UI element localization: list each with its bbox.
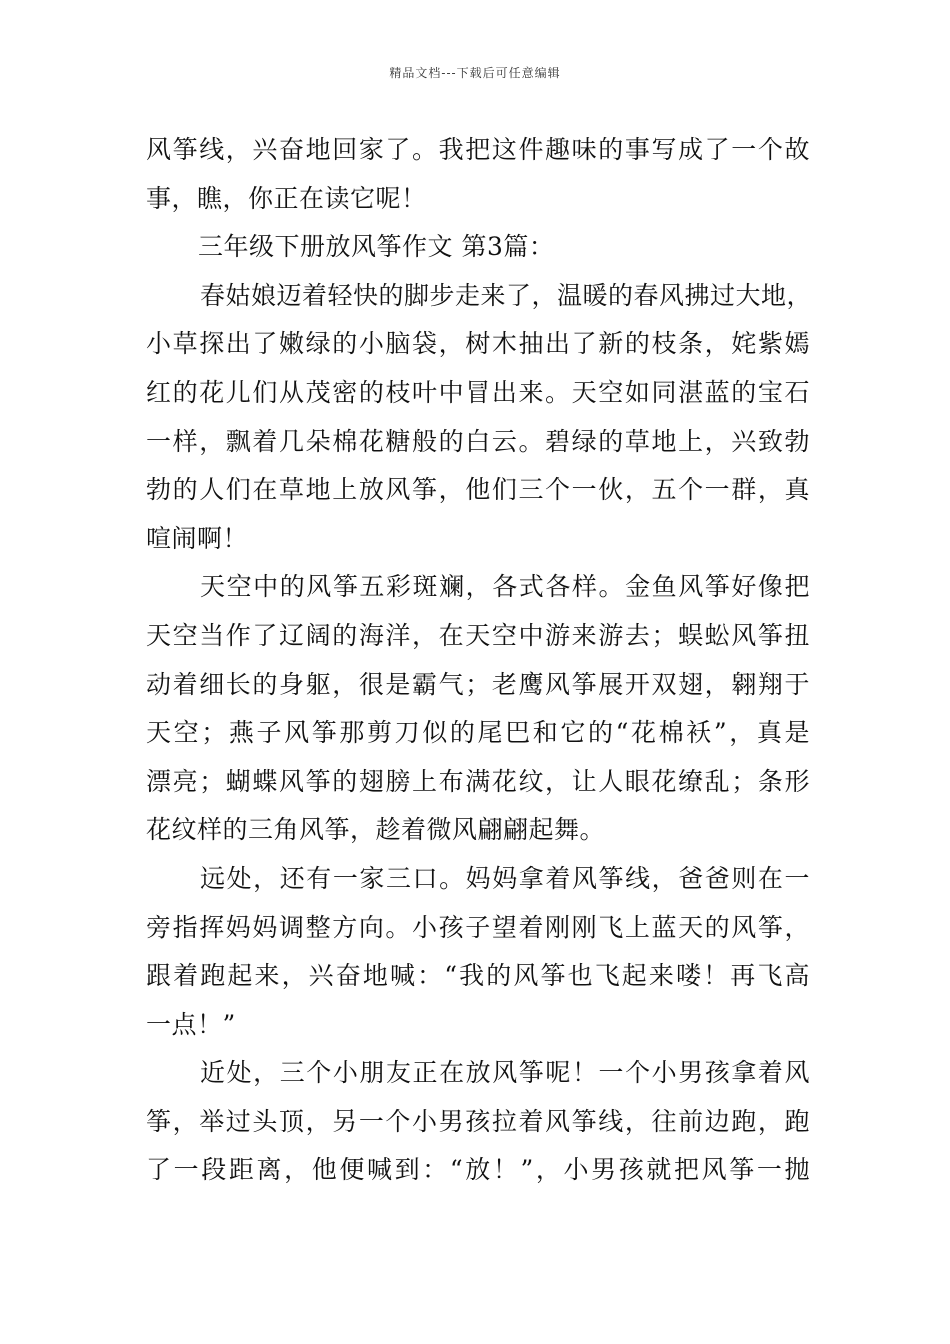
text-line: 天空；燕子风筝那剪刀似的尾巴和它的“花棉袄”，真是	[146, 718, 810, 748]
text-line: 小草探出了嫩绿的小脑袋，树木抽出了新的枝条，姹紫嫣	[146, 329, 810, 359]
text-line: 花纹样的三角风筝，趁着微风翩翩起舞。	[146, 815, 606, 845]
text-line: 红的花儿们从茂密的枝叶中冒出来。天空如同湛蓝的宝石	[146, 377, 810, 407]
page-header: 精品文档---下载后可任意编辑	[389, 66, 561, 80]
text-line: 喧闹啊！	[146, 523, 249, 553]
text-line: 跟着跑起来，兴奋地喊：“我的风筝也飞起来喽！再飞高	[146, 961, 810, 991]
text-line: 天空当作了辽阔的海洋，在天空中游来游去；蜈蚣风筝扭	[146, 620, 810, 650]
text-line: 事，瞧，你正在读它呢！	[146, 183, 427, 213]
text-line: 风筝线，兴奋地回家了。我把这件趣味的事写成了一个故	[146, 135, 810, 164]
text-line: 勃的人们在草地上放风筝，他们三个一伙，五个一群，真	[146, 475, 810, 505]
text-line: 一点！”	[146, 1009, 236, 1039]
text-line: 一样，飘着几朵棉花糖般的白云。碧绿的草地上，兴致勃	[146, 426, 810, 456]
text-line: 天空中的风筝五彩斑斓，各式各样。金鱼风筝好像把	[200, 572, 810, 602]
text-line: 了一段距离，他便喊到：“放！”，小男孩就把风筝一抛	[146, 1155, 810, 1185]
document-body	[146, 126, 813, 1195]
text-line: 旁指挥妈妈调整方向。小孩子望着刚刚飞上蓝天的风筝，	[146, 912, 810, 942]
text-line: 动着细长的身躯，很是霸气；老鹰风筝展开双翅，翱翔于	[146, 669, 810, 699]
section-title: 三年级下册放风筝作文 第3篇：	[198, 232, 555, 262]
text-line: 筝，举过头顶，另一个小男孩拉着风筝线，往前边跑，跑	[146, 1106, 810, 1136]
text-line: 远处，还有一家三口。妈妈拿着风筝线，爸爸则在一	[200, 863, 810, 893]
text-line: 近处，三个小朋友正在放风筝呢！一个小男孩拿着风	[200, 1058, 810, 1088]
text-line: 漂亮；蝴蝶风筝的翅膀上布满花纹，让人眼花缭乱；条形	[146, 766, 810, 796]
text-line: 春姑娘迈着轻快的脚步走来了，温暖的春风拂过大地，	[200, 280, 813, 310]
